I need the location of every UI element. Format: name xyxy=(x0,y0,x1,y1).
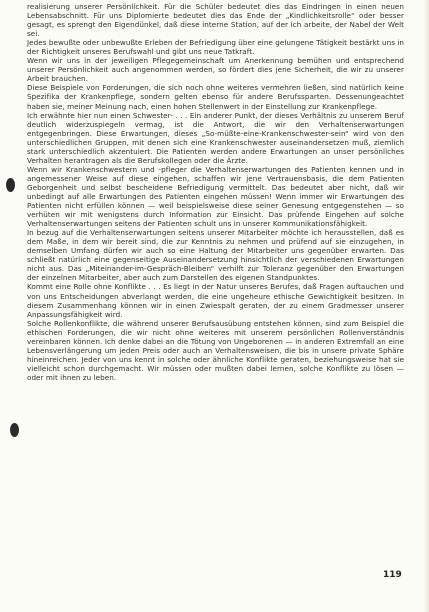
page-number: 119 xyxy=(383,570,402,580)
paragraph: Wenn wir uns in der jeweiligen Pflegegemeinschaft um Anerkennung bemühen und entsprechend unserer Persönlichkeit auch angenommen werden, so fördert dies jene Sicherheit, die wir zu unserer Arbeit brauchen. xyxy=(27,56,404,84)
paragraph: Ich erwähnte hier nun einen Schwester- . . . Ein anderer Punkt, der dieses Verhältnis zu unserem Beruf deutlich widerzuspiegeln vermag, ist die Antwort, die wir den Verhaltenserwartungen entgegenbringen. Diese Erwartungen, dieses „So-müßte-eine-Krankenschwester-sein“ wird von den unterschiedlichen Gruppen, mit denen sich eine Krankenschwester auseinandersetzen muß, ziemlich stark unterschiedlich akzentuiert. Die Patienten werden andere Erwartungen an unser persönliches Verhalten herantragen als die Berufskollegen oder die Ärzte. xyxy=(27,110,404,165)
paragraph: realisierung unserer Persönlichkeit. Für die Schüler bedeutet dies das Eindringen in einen neuen Lebensabschnitt. Für uns Diplomierte bedeutet dies das Ende der „Kindlichkeitsrolle“ oder besser gesagt, es sprengt den Eigendünkel, daß diese interne Station, auf der ich arbeite, der Nabel der Welt sei. xyxy=(27,2,404,39)
paragraph: Kommt eine Rolle ohne Konflikte . . . Es liegt in der Natur unseres Berufes, daß Fragen auftauchen und von uns Entscheidungen abverlangt werden, die eine ungeheure ethische Gewichtigkeit besitzen. In diesem Zusammenhang können wir in einen Zwiespalt geraten, der zu einem Gradmesser unserer Anpassungsfähigkeit wird. xyxy=(27,282,404,319)
paragraph: In bezug auf die Verhaltenserwartungen seitens unserer Mitarbeiter möchte ich herausstellen, daß es dem Maße, in dem wir bereit sind, die zur Kenntnis zu nehmen und prüfend auf sie einzugehen, in demselben Umfang dürfen wir auch so eine Haltung der Mitarbeiter uns gegenüber erwarten. Das schließt natürlich eine gegenseitige Auseinandersetzung hinsichtlich der verschiedenen Erwartungen nicht aus. Das „Miteinander-im-Gespräch-Bleiben“ verhilft zur Toleranz gegenüber den Erwartungen der einzelnen Mitarbeiter, aber auch zum Darstellen des eigenen Standpunktes. xyxy=(27,228,404,283)
paragraph: Diese Beispiele von Forderungen, die sich noch ohne weiteres vermehren ließen, sind natürlich keine Spezifika der Krankenpflege, sondern gelten ebenso für andere Berufssparten. Dessenungeachtet haben sie, meiner Meinung nach, einen hohen Stellenwert in der Einstellung zur Krankenpflege. xyxy=(27,83,404,111)
punch-hole xyxy=(6,178,15,192)
punch-hole xyxy=(10,423,19,437)
paragraph: Jedes bewußte oder unbewußte Erleben der Befriedigung über eine gelungene Tätigkeit bestärkt uns in der Richtigkeit unseres Berufswahl und gibt uns neue Tatkraft. xyxy=(27,38,404,57)
paragraph: Solche Rollenkonflikte, die während unserer Berufsausübung entstehen können, sind zum Beispiel die ethischen Forderungen, die wir nicht ohne weiteres mit unserem persönlichen Rollenverständnis vereinbaren können. Ich denke dabei an die Tötung von Ungeborenen — in anderen Extremfall an eine Lebensverlängerung um jeden Preis oder auch an Verhaltensweisen, die bis in unsere private Sphäre hineinreichen. Jeder von uns kennt in solche oder ähnliche Konflikte geraten, beziehungsweise hat sie vielleicht schon durchgemacht. Wir müssen oder mußten dabei lernen, solche Konflikte zu lösen — oder mit ihnen zu leben. xyxy=(27,318,404,382)
body-text xyxy=(27,2,404,382)
scan-edge-shadow xyxy=(423,0,429,612)
paragraph: Wenn wir Krankenschwestern und -pfleger die Verhaltenserwartungen des Patienten kennen und in angemessener Weise auf diese eingehen, schaffen wir jene Vertrauensbasis, die dem Patienten Geborgenheit und selbst bescheidene Befriedigung vermittelt. Das bedeutet aber nicht, daß wir unbedingt auf alle Erwartungen des Patienten eingehen müssen! Wenn immer wir Erwartungen des Patienten nicht erfüllen können — weil beispielsweise diese seiner Genesung entgegenstehen — so verhüten wir mit wenigstens durch Information zur Einsicht. Das prüfende Eingehen auf solche Verhaltenserwartungen seitens der Patienten schult uns in unserer Kommunikationsfähigkeit. xyxy=(27,164,404,229)
